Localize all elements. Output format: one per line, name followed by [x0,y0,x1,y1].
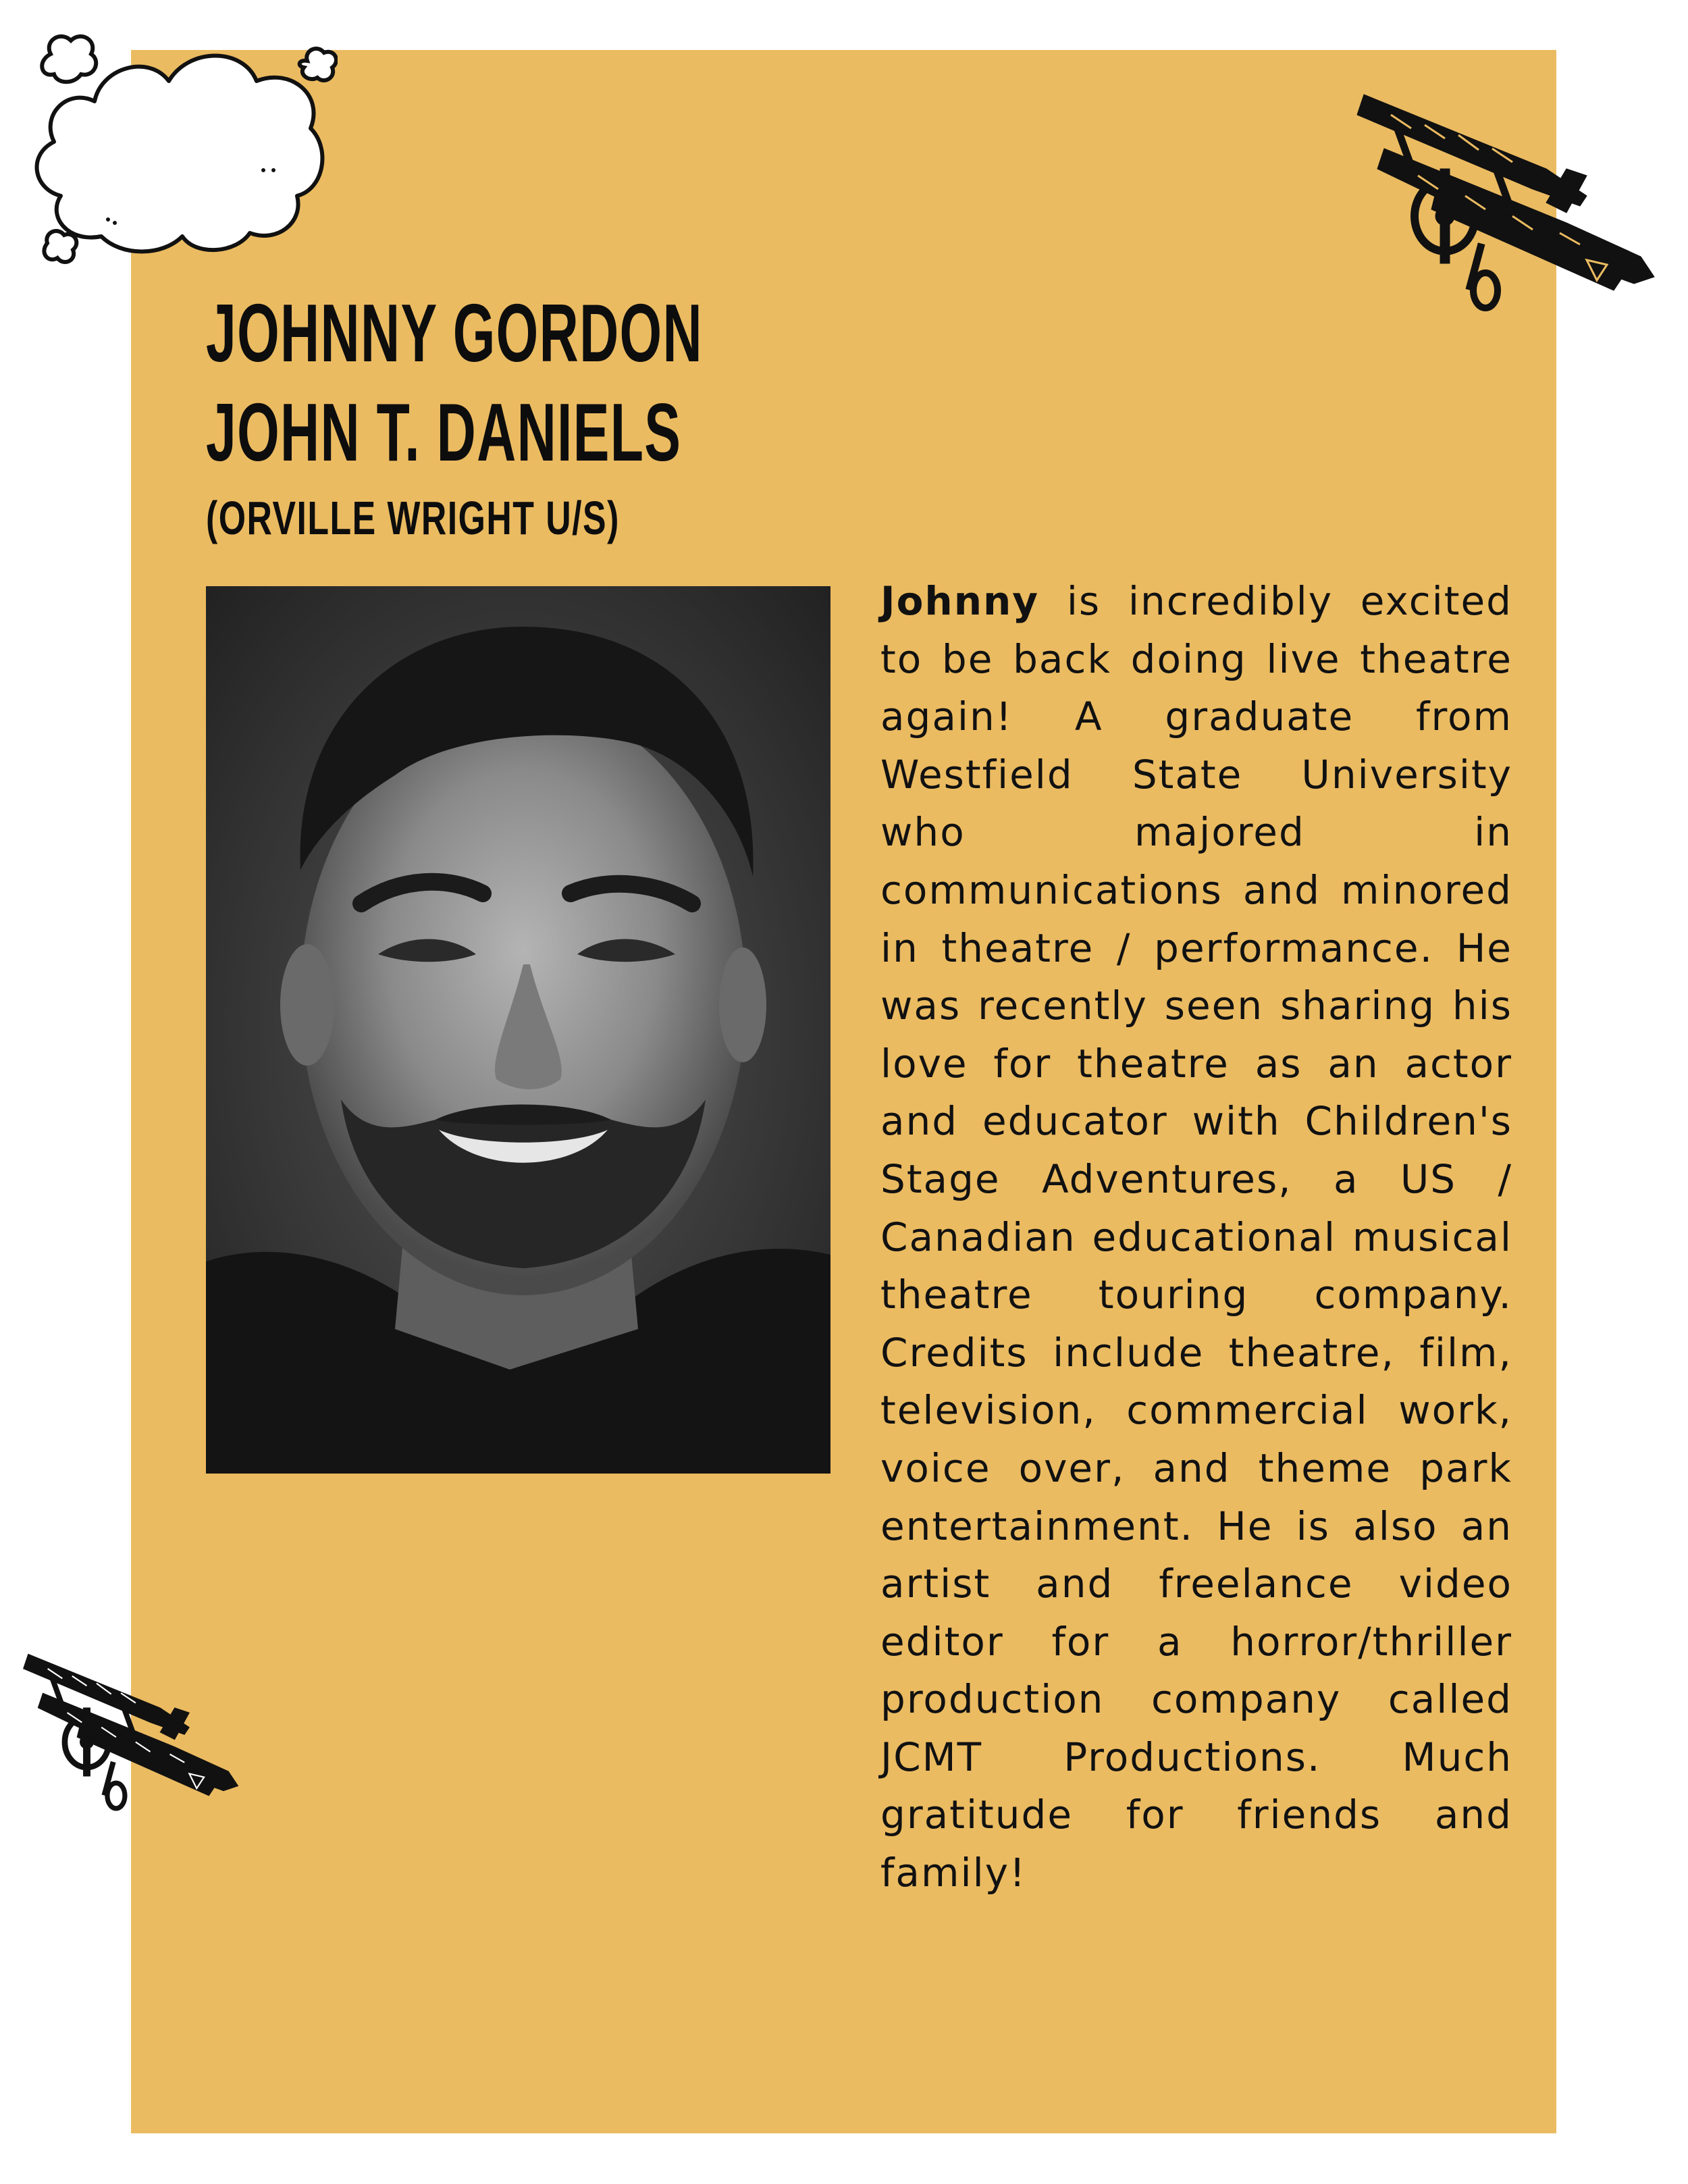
understudy-role: (ORVILLE WRIGHT U/S) [206,492,620,544]
headshot-photo [206,586,830,1474]
performer-name: JOHNNY GORDON [206,287,703,379]
cloud-icon [20,20,338,277]
character-name: JOHN T. DANIELS [206,386,682,478]
bio-lead-name: Johnny [880,578,1040,624]
bio-body: is incredibly excited to be back doing live theatre again! A graduate from Westfield State University who majored in communications and minored in theatre / performance. He was recently seen sharing his love for theatre as an actor and educator with Children's Stage Adventures, a US / Canadian educational musical theatre touring company. Credits include theatre, film, television, commercial work, voice over, and theme park entertainment. He is also an artist and freelance video editor for a horror/thriller production company called JCMT Productions. Much gratitude for friends and family! [880,578,1512,1896]
bio-text [880,573,1512,1902]
biplane-icon [14,1648,243,1817]
biplane-icon [1344,88,1661,317]
